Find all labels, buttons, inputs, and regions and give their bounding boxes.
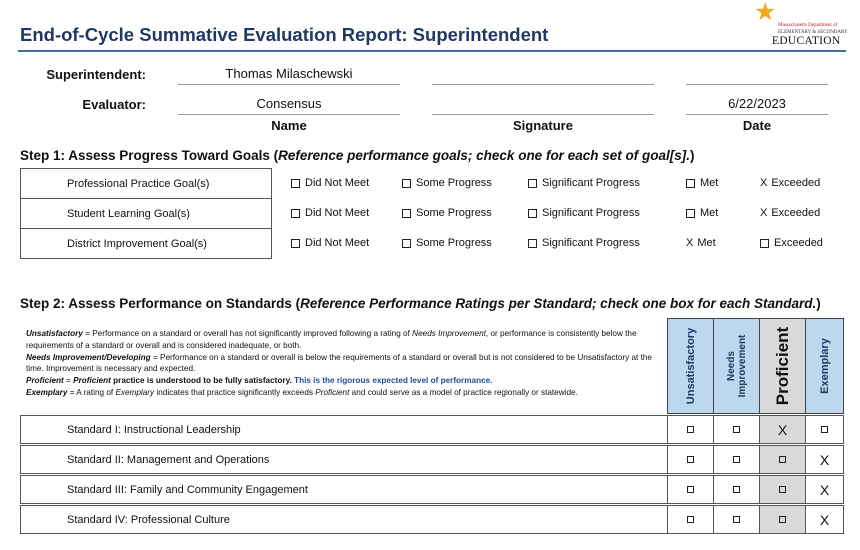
goal-option-label: Exceeded	[771, 177, 821, 189]
goal-option-significant-progress[interactable]	[528, 177, 640, 189]
step2-heading: Step 2: Assess Performance on Standards (Reference Performance Ratings per Standard; check one box for each Standard.)	[20, 296, 821, 311]
standard-row: Standard II: Management and Operations	[20, 445, 668, 474]
superintendent-signature-line[interactable]	[432, 84, 654, 85]
goal-option-label: Exceeded	[774, 237, 823, 249]
goal-label: District Improvement Goal(s)	[21, 229, 272, 259]
checked-x-mark[interactable]: X	[819, 511, 830, 528]
goal-option-some-progress[interactable]	[402, 237, 492, 249]
rating-cell[interactable]	[667, 505, 714, 534]
checkbox-icon[interactable]	[687, 516, 694, 523]
goal-option-label: Significant Progress	[542, 237, 640, 249]
rating-cell[interactable]	[667, 415, 714, 444]
checkbox-icon[interactable]	[779, 486, 786, 493]
goal-option-exceeded[interactable]	[760, 237, 823, 249]
checkbox-icon[interactable]	[402, 179, 411, 188]
checkbox-icon[interactable]	[686, 209, 695, 218]
goal-option-some-progress[interactable]	[402, 177, 492, 189]
goal-option-label: Met	[697, 237, 716, 249]
checkbox-icon[interactable]	[760, 239, 769, 248]
dese-logo	[752, 0, 852, 50]
rating-cell[interactable]	[667, 475, 714, 504]
checkbox-icon[interactable]	[779, 456, 786, 463]
date-column-header: Date	[742, 118, 772, 133]
goal-option-label: Did Not Meet	[305, 237, 370, 249]
standard-row: Standard I: Instructional Leadership	[20, 415, 668, 444]
checkbox-icon[interactable]	[291, 239, 300, 248]
definition-needs-improvement: Needs Improvement/Developing = Performance on a standard or overall is below the requirements of a standard or overall but is not considered to be Unsatisfactory at the time. Improvement is necessary and expected.	[26, 352, 652, 374]
goal-option-label: Significant Progress	[542, 177, 640, 189]
evaluator-name[interactable]: Consensus	[256, 96, 322, 111]
checked-x-mark[interactable]: X	[819, 481, 830, 498]
standard-row: Standard IV: Professional Culture	[20, 505, 668, 534]
checkbox-icon[interactable]	[687, 456, 694, 463]
checkbox-icon[interactable]	[291, 209, 300, 218]
checkbox-icon[interactable]	[402, 209, 411, 218]
checkbox-icon[interactable]	[528, 179, 537, 188]
rating-cell[interactable]	[759, 505, 806, 534]
checkbox-icon[interactable]	[733, 486, 740, 493]
rating-definitions	[26, 328, 662, 399]
rating-cell[interactable]	[713, 505, 760, 534]
superintendent-name-line	[178, 84, 400, 85]
evaluator-name-line	[178, 114, 400, 115]
goal-option-met[interactable]	[686, 237, 716, 249]
checkbox-icon[interactable]	[733, 456, 740, 463]
checkbox-icon[interactable]	[686, 179, 695, 188]
goal-option-did-not-meet[interactable]	[291, 177, 369, 189]
goal-option-significant-progress[interactable]	[528, 207, 640, 219]
goal-option-significant-progress[interactable]	[528, 237, 640, 249]
rating-cell[interactable]	[759, 415, 806, 444]
goal-option-met[interactable]	[686, 177, 718, 189]
page-title: End-of-Cycle Summative Evaluation Report: Superintendent	[20, 24, 549, 45]
goal-option-label: Some Progress	[416, 237, 492, 249]
step1-heading: Step 1: Assess Progress Toward Goals (Reference performance goals; check one for each set of goal[s].)	[20, 148, 695, 163]
superintendent-label: Superintendent:	[46, 67, 146, 82]
logo-line-1: Massachusetts Department of	[778, 23, 838, 28]
evaluation-date[interactable]: 6/22/2023	[728, 96, 786, 111]
checked-x-mark[interactable]: X	[760, 177, 768, 189]
checkbox-icon[interactable]	[687, 426, 694, 433]
checkbox-icon[interactable]	[779, 516, 786, 523]
goal-option-did-not-meet[interactable]	[291, 207, 369, 219]
definition-exemplary: Exemplary = A rating of Exemplary indicates that practice significantly exceeds Proficient and could serve as a model of practice regionally or statewide.	[26, 387, 578, 397]
goal-option-exceeded[interactable]	[760, 177, 820, 189]
checkbox-icon[interactable]	[821, 426, 828, 433]
goal-option-label: Significant Progress	[542, 207, 640, 219]
checkbox-icon[interactable]	[528, 239, 537, 248]
checkbox-icon[interactable]	[528, 209, 537, 218]
rating-cell[interactable]	[805, 415, 844, 444]
star-icon: ★	[754, 0, 777, 26]
goal-option-label: Did Not Meet	[305, 207, 370, 219]
rating-cell[interactable]	[713, 415, 760, 444]
evaluator-label: Evaluator:	[82, 97, 146, 112]
rating-header-proficient: Proficient	[759, 318, 806, 414]
signature-column-header: Signature	[513, 118, 573, 133]
checked-x-mark[interactable]: X	[686, 237, 694, 249]
checkbox-icon[interactable]	[291, 179, 300, 188]
superintendent-name[interactable]: Thomas Milaschewski	[225, 66, 353, 81]
rating-cell[interactable]	[713, 475, 760, 504]
goal-label: Student Learning Goal(s)	[21, 199, 272, 229]
checked-x-mark[interactable]: X	[777, 421, 788, 438]
goal-option-label: Some Progress	[416, 207, 492, 219]
superintendent-date-line[interactable]	[686, 84, 828, 85]
goal-option-some-progress[interactable]	[402, 207, 492, 219]
rating-cell[interactable]	[667, 445, 714, 474]
checked-x-mark[interactable]: X	[819, 451, 830, 468]
evaluator-date-line	[686, 114, 828, 115]
goal-label: Professional Practice Goal(s)	[21, 169, 272, 199]
goal-option-exceeded[interactable]	[760, 207, 820, 219]
rating-header-needs-improvement: Needs Improvement	[713, 318, 760, 414]
title-rule	[18, 50, 846, 52]
rating-cell[interactable]	[759, 475, 806, 504]
evaluator-signature-line[interactable]	[432, 114, 654, 115]
rating-header-exemplary: Exemplary	[805, 318, 844, 414]
goal-option-label: Met	[700, 207, 719, 219]
rating-cell[interactable]	[805, 445, 844, 474]
goal-option-label: Met	[700, 177, 719, 189]
rating-cell[interactable]	[805, 505, 844, 534]
logo-line-3: EDUCATION	[772, 35, 841, 47]
checkbox-icon[interactable]	[402, 239, 411, 248]
rating-header-unsatisfactory: Unsatisfactory	[667, 318, 714, 414]
rating-cell[interactable]	[713, 445, 760, 474]
rating-cell[interactable]	[805, 475, 844, 504]
checkbox-icon[interactable]	[733, 426, 740, 433]
checkbox-icon[interactable]	[687, 486, 694, 493]
goal-option-label: Some Progress	[416, 177, 492, 189]
standard-row: Standard III: Family and Community Engagement	[20, 475, 668, 504]
goal-option-label: Exceeded	[771, 207, 821, 219]
goals-table	[20, 168, 272, 259]
rating-cell[interactable]	[759, 445, 806, 474]
logo-line-2: ELEMENTARY & SECONDARY	[778, 30, 848, 35]
goal-option-label: Did Not Meet	[305, 177, 370, 189]
name-column-header: Name	[271, 118, 307, 133]
goal-option-did-not-meet[interactable]	[291, 237, 369, 249]
definition-unsatisfactory: Unsatisfactory = Performance on a standard or overall has not significantly improved following a rating of Needs Improvement, or performance is consistently below the requirements of a standard or overall and is considered inadequate, or both.	[26, 329, 637, 350]
goal-option-met[interactable]	[686, 207, 718, 219]
definition-proficient: Proficient = Proficient practice is understood to be fully satisfactory. This is the rigorous expected level of performance.	[26, 376, 493, 386]
checked-x-mark[interactable]: X	[760, 207, 768, 219]
checkbox-icon[interactable]	[733, 516, 740, 523]
